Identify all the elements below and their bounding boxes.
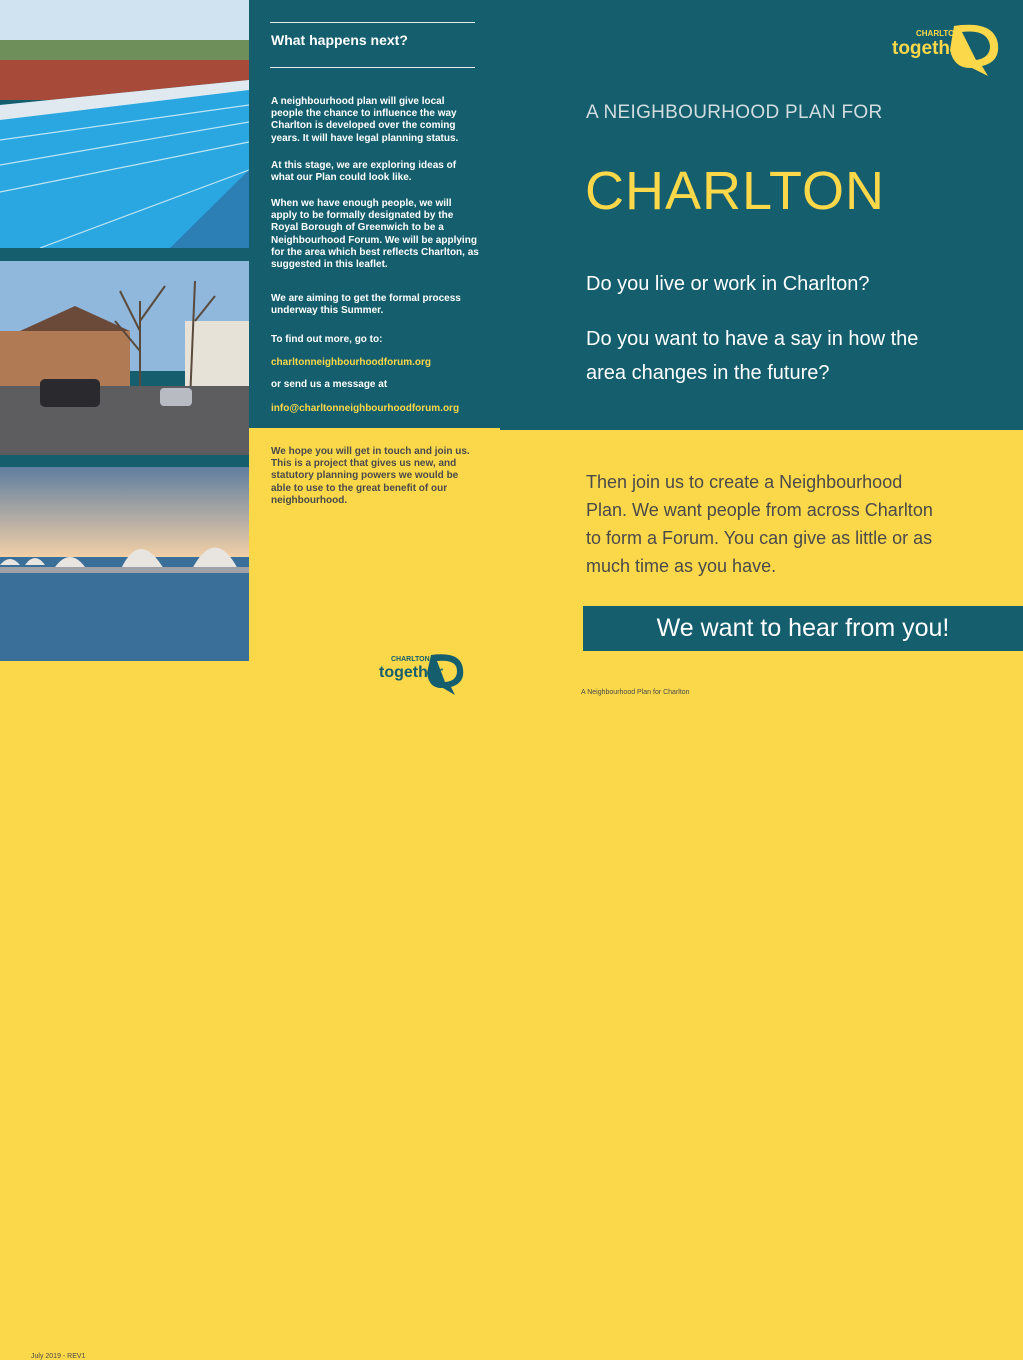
email-link[interactable]: info@charltonneighbourhoodforum.org (271, 403, 460, 414)
paragraph: We are aiming to get the formal process underway this Summer. (271, 293, 461, 317)
svg-text:CHARLTON: CHARLTON (391, 656, 430, 663)
closing-paragraph: We hope you will get in touch and join us. This is a project that gives us new, and statutory planning powers we would be able to use to the great benefit of our neighbourhood. (271, 446, 470, 506)
question-2: Do you want to have a say in how the area changes in the future? (586, 328, 919, 384)
paragraph: or send us a message at (271, 379, 388, 390)
charlton-together-logo (890, 16, 1005, 78)
cover-title: CHARLTON (585, 161, 886, 221)
divider (270, 67, 475, 68)
charlton-together-logo-small (371, 643, 471, 698)
paragraph: To find out more, go to: (271, 334, 383, 345)
cover-panel (500, 0, 1023, 723)
cover-top-panel (500, 0, 1023, 430)
lido-pool-photo (0, 0, 249, 248)
website-link[interactable]: charltonneighbourhoodforum.org (271, 357, 431, 368)
footer-caption: A Neighbourhood Plan for Charlton (581, 689, 690, 696)
divider (270, 22, 475, 23)
middle-panel (249, 0, 500, 723)
footer-date: July 2019 - REV1 (31, 1353, 86, 1360)
svg-text:CHARLTON: CHARLTON (916, 29, 961, 38)
photo-column (0, 0, 249, 1360)
cover-supertitle: A NEIGHBOURHOOD PLAN FOR (586, 102, 883, 123)
middle-top-panel (249, 0, 500, 428)
svg-text:together: together (892, 38, 968, 59)
paragraph: At this stage, we are exploring ideas of what our Plan could look like. (271, 160, 457, 184)
section-heading: What happens next? (271, 32, 408, 48)
paragraph: A neighbourhood plan will give local people the chance to influence the way Charlton is developed over the coming years. It will have legal planning status. (271, 96, 459, 144)
call-to-action-banner: We want to hear from you! (583, 606, 1023, 651)
invitation-text: Then join us to create a Neighbourhood Plan. We want people from across Charlton to form a Forum. You can give as little or as much time as you have. (586, 472, 933, 576)
thames-barrier-photo (0, 467, 249, 661)
street-photo (0, 261, 249, 455)
paragraph: When we have enough people, we will apply to be formally designated by the Royal Borough of Greenwich to be a Neighbourhood Forum. We will be applying for the area which best reflects Charlton, as suggested in this leaflet. (271, 198, 479, 271)
photo-column-footer (0, 661, 249, 1360)
svg-text:together: together (379, 664, 443, 681)
question-1: Do you live or work in Charlton? (586, 273, 870, 295)
